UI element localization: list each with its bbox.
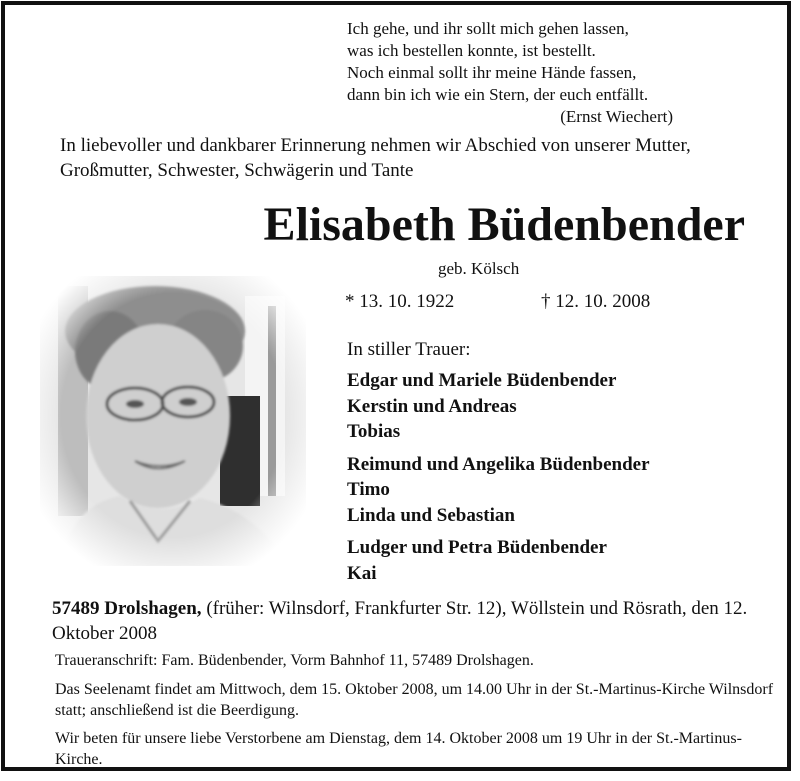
birth-name: geb. Kölsch: [438, 259, 520, 278]
prayer-notice: Wir beten für unsere liebe Verstorbene am Dienstag, dem 14. Oktober 2008 um 19 Uhr in der St.-Martinus-Kirche.: [55, 730, 742, 768]
poem-line: Ich gehe, und ihr sollt mich gehen lassen,: [347, 19, 629, 38]
portrait-photo: [40, 276, 306, 566]
family-list: [347, 368, 650, 593]
place-date: [52, 596, 762, 646]
family-member: Kai: [347, 562, 377, 584]
family-member: Kerstin und Andreas: [347, 395, 517, 417]
life-dates: [345, 290, 651, 314]
family-group: [347, 535, 650, 586]
funeral-notice: Das Seelenamt findet am Mittwoch, dem 15. Oktober 2008, um 14.00 Uhr in der St.-Martinus-Kirche Wilnsdorf statt; anschließend ist die Beerdigung.: [55, 681, 774, 719]
family-group: [347, 452, 650, 529]
place-rest: (früher: Wilnsdorf, Frankfurter Str. 12), Wöllstein und Rösrath, den 12. Oktober 2008: [52, 598, 748, 644]
family-member: Timo: [347, 479, 390, 500]
family-member: Edgar und Mariele Büdenbender: [347, 370, 617, 391]
poem-line: was ich bestellen konnte, ist bestellt.: [347, 41, 596, 60]
mourning-label: In stiller Trauer:: [347, 339, 471, 360]
family-member: Reimund und Angelika Büdenbender: [347, 453, 650, 475]
family-member: Linda und Sebastian: [347, 504, 515, 526]
mourning-address: Traueranschrift: Fam. Büdenbender, Vorm Bahnhof 11, 57489 Drolshagen.: [55, 652, 534, 669]
poem-line: Noch einmal sollt ihr meine Hände fassen,: [347, 63, 637, 82]
poem-line: dann bin ich wie ein Stern, der euch entfällt.: [347, 85, 649, 104]
birth-date: * 13. 10. 1922: [345, 291, 455, 312]
family-member: Ludger und Petra Büdenbender: [347, 537, 607, 558]
death-date: † 12. 10. 2008: [541, 291, 651, 312]
deceased-name: Elisabeth Büdenbender: [263, 198, 745, 251]
intro-text: In liebevoller und dankbarer Erinnerung nehmen wir Abschied von unserer Mutter, Großmutter, Schwester, Schwägerin und Tante: [60, 135, 691, 181]
poem: [347, 18, 677, 128]
poem-author: (Ernst Wiechert): [560, 107, 673, 126]
family-group: [347, 368, 650, 445]
family-member: Tobias: [347, 421, 401, 442]
place-city: 57489 Drolshagen,: [52, 598, 202, 619]
